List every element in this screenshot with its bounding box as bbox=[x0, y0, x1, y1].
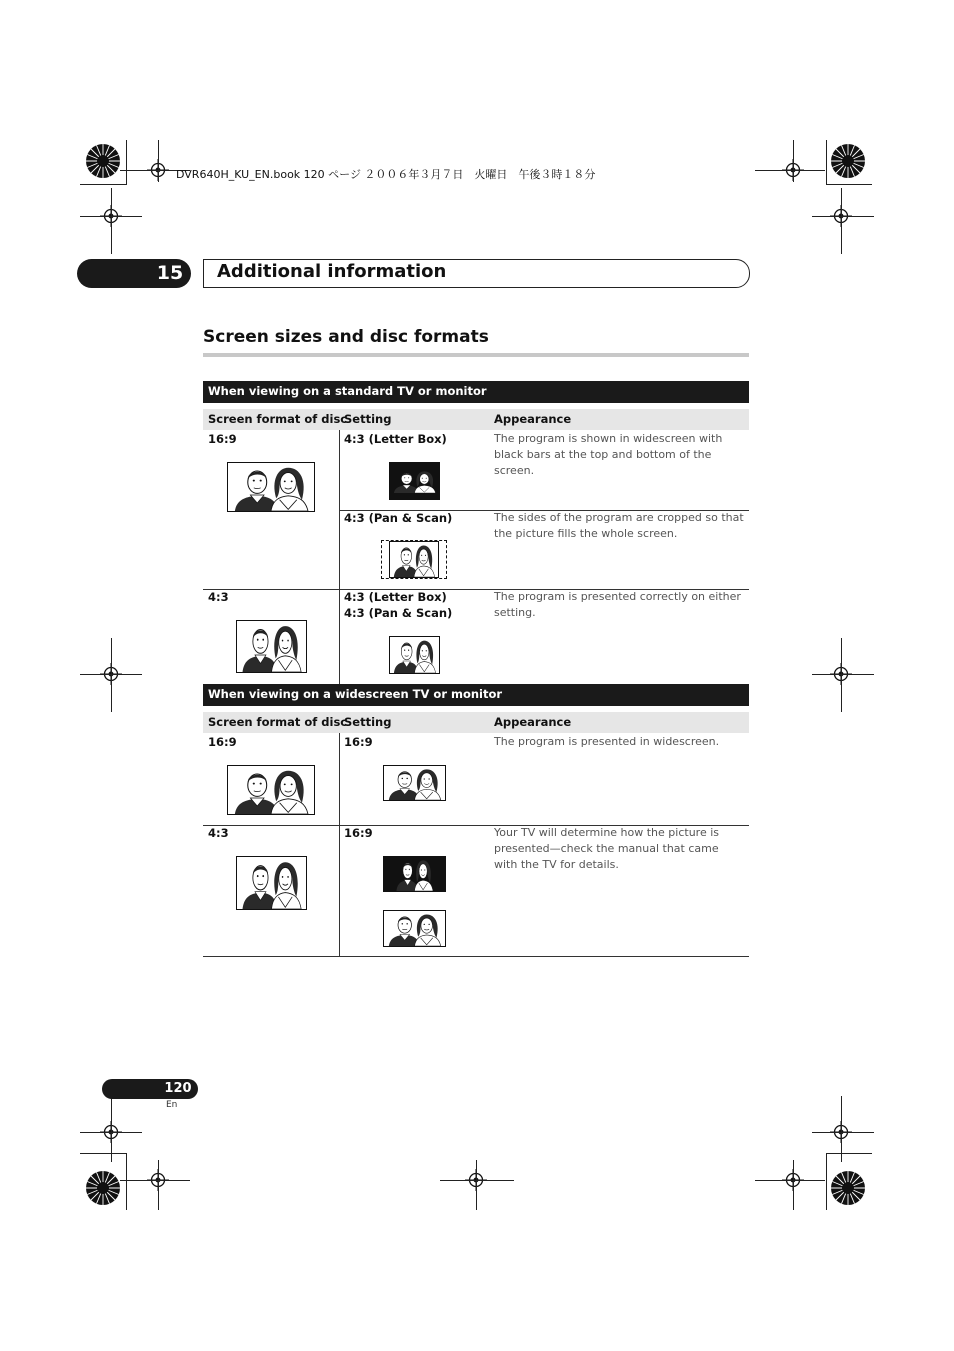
couple-illustration bbox=[384, 911, 445, 946]
standard-picture bbox=[236, 620, 307, 673]
standard-picture bbox=[389, 636, 440, 674]
format-cell: 4:3 bbox=[208, 590, 229, 604]
setting-cell: 16:9 bbox=[344, 826, 373, 840]
registration-starburst-icon bbox=[85, 143, 121, 179]
table-column-headers bbox=[203, 712, 749, 733]
column-header-format: Screen format of disc bbox=[208, 412, 348, 426]
registration-starburst-icon bbox=[85, 1170, 121, 1206]
appearance-cell: The program is presented in widescreen. bbox=[494, 735, 720, 748]
chapter-title: Additional information bbox=[217, 261, 447, 282]
setting-cell-secondary: 4:3 (Pan & Scan) bbox=[344, 606, 453, 620]
widescreen-picture bbox=[227, 462, 315, 512]
table-heading: When viewing on a widescreen TV or monitor bbox=[203, 684, 749, 706]
registration-starburst-icon bbox=[830, 143, 866, 179]
couple-illustration bbox=[390, 637, 439, 673]
pan-scan-picture bbox=[389, 541, 439, 578]
widescreen-picture bbox=[227, 765, 315, 815]
format-cell: 16:9 bbox=[208, 432, 237, 446]
couple-illustration bbox=[228, 463, 314, 511]
column-header-format: Screen format of disc bbox=[208, 715, 348, 729]
section-divider bbox=[203, 353, 749, 357]
print-header-info: DVR640H_KU_EN.book 120 ページ ２００６年３月７日 火曜日 午後３時１８分 bbox=[176, 168, 596, 181]
appearance-cell: The sides of the program are cropped so that the picture fills the whole screen. bbox=[494, 511, 744, 540]
column-header-appearance: Appearance bbox=[494, 412, 572, 426]
column-header-setting: Setting bbox=[344, 715, 392, 729]
chapter-number: 15 bbox=[156, 262, 184, 284]
couple-illustration bbox=[237, 621, 306, 672]
standard-picture bbox=[236, 856, 307, 910]
format-cell: 4:3 bbox=[208, 826, 229, 840]
table-column-headers bbox=[203, 409, 749, 430]
couple-illustration bbox=[390, 469, 439, 493]
column-header-setting: Setting bbox=[344, 412, 392, 426]
table-bottom-rule bbox=[203, 956, 749, 957]
pan-scan-crop-outline bbox=[381, 540, 447, 579]
column-divider bbox=[339, 430, 340, 684]
page-number: 120 bbox=[164, 1081, 192, 1096]
setting-cell: 4:3 (Letter Box) bbox=[344, 432, 447, 446]
couple-illustration bbox=[237, 857, 306, 909]
couple-illustration bbox=[390, 542, 438, 577]
column-header-appearance: Appearance bbox=[494, 715, 572, 729]
couple-illustration bbox=[384, 766, 445, 800]
couple-illustration bbox=[228, 766, 314, 814]
page-language: En bbox=[166, 1100, 178, 1110]
column-divider bbox=[339, 733, 340, 957]
section-title: Screen sizes and disc formats bbox=[203, 327, 489, 347]
letterbox-picture bbox=[389, 462, 440, 500]
setting-cell: 16:9 bbox=[344, 735, 373, 749]
stretched-picture bbox=[383, 910, 446, 947]
appearance-cell: The program is presented correctly on either setting. bbox=[494, 590, 741, 619]
table-heading: When viewing on a standard TV or monitor bbox=[203, 381, 749, 403]
widescreen-picture bbox=[383, 765, 446, 801]
pillarbox-picture bbox=[383, 856, 446, 892]
appearance-cell: Your TV will determine how the picture is presented—check the manual that came with the TV for details. bbox=[494, 826, 719, 871]
setting-cell: 4:3 (Pan & Scan) bbox=[344, 511, 453, 525]
appearance-cell: The program is shown in widescreen with black bars at the top and bottom of the screen. bbox=[494, 432, 723, 477]
format-cell: 16:9 bbox=[208, 735, 237, 749]
registration-starburst-icon bbox=[830, 1170, 866, 1206]
couple-illustration bbox=[393, 857, 436, 891]
setting-cell: 4:3 (Letter Box) bbox=[344, 590, 447, 604]
